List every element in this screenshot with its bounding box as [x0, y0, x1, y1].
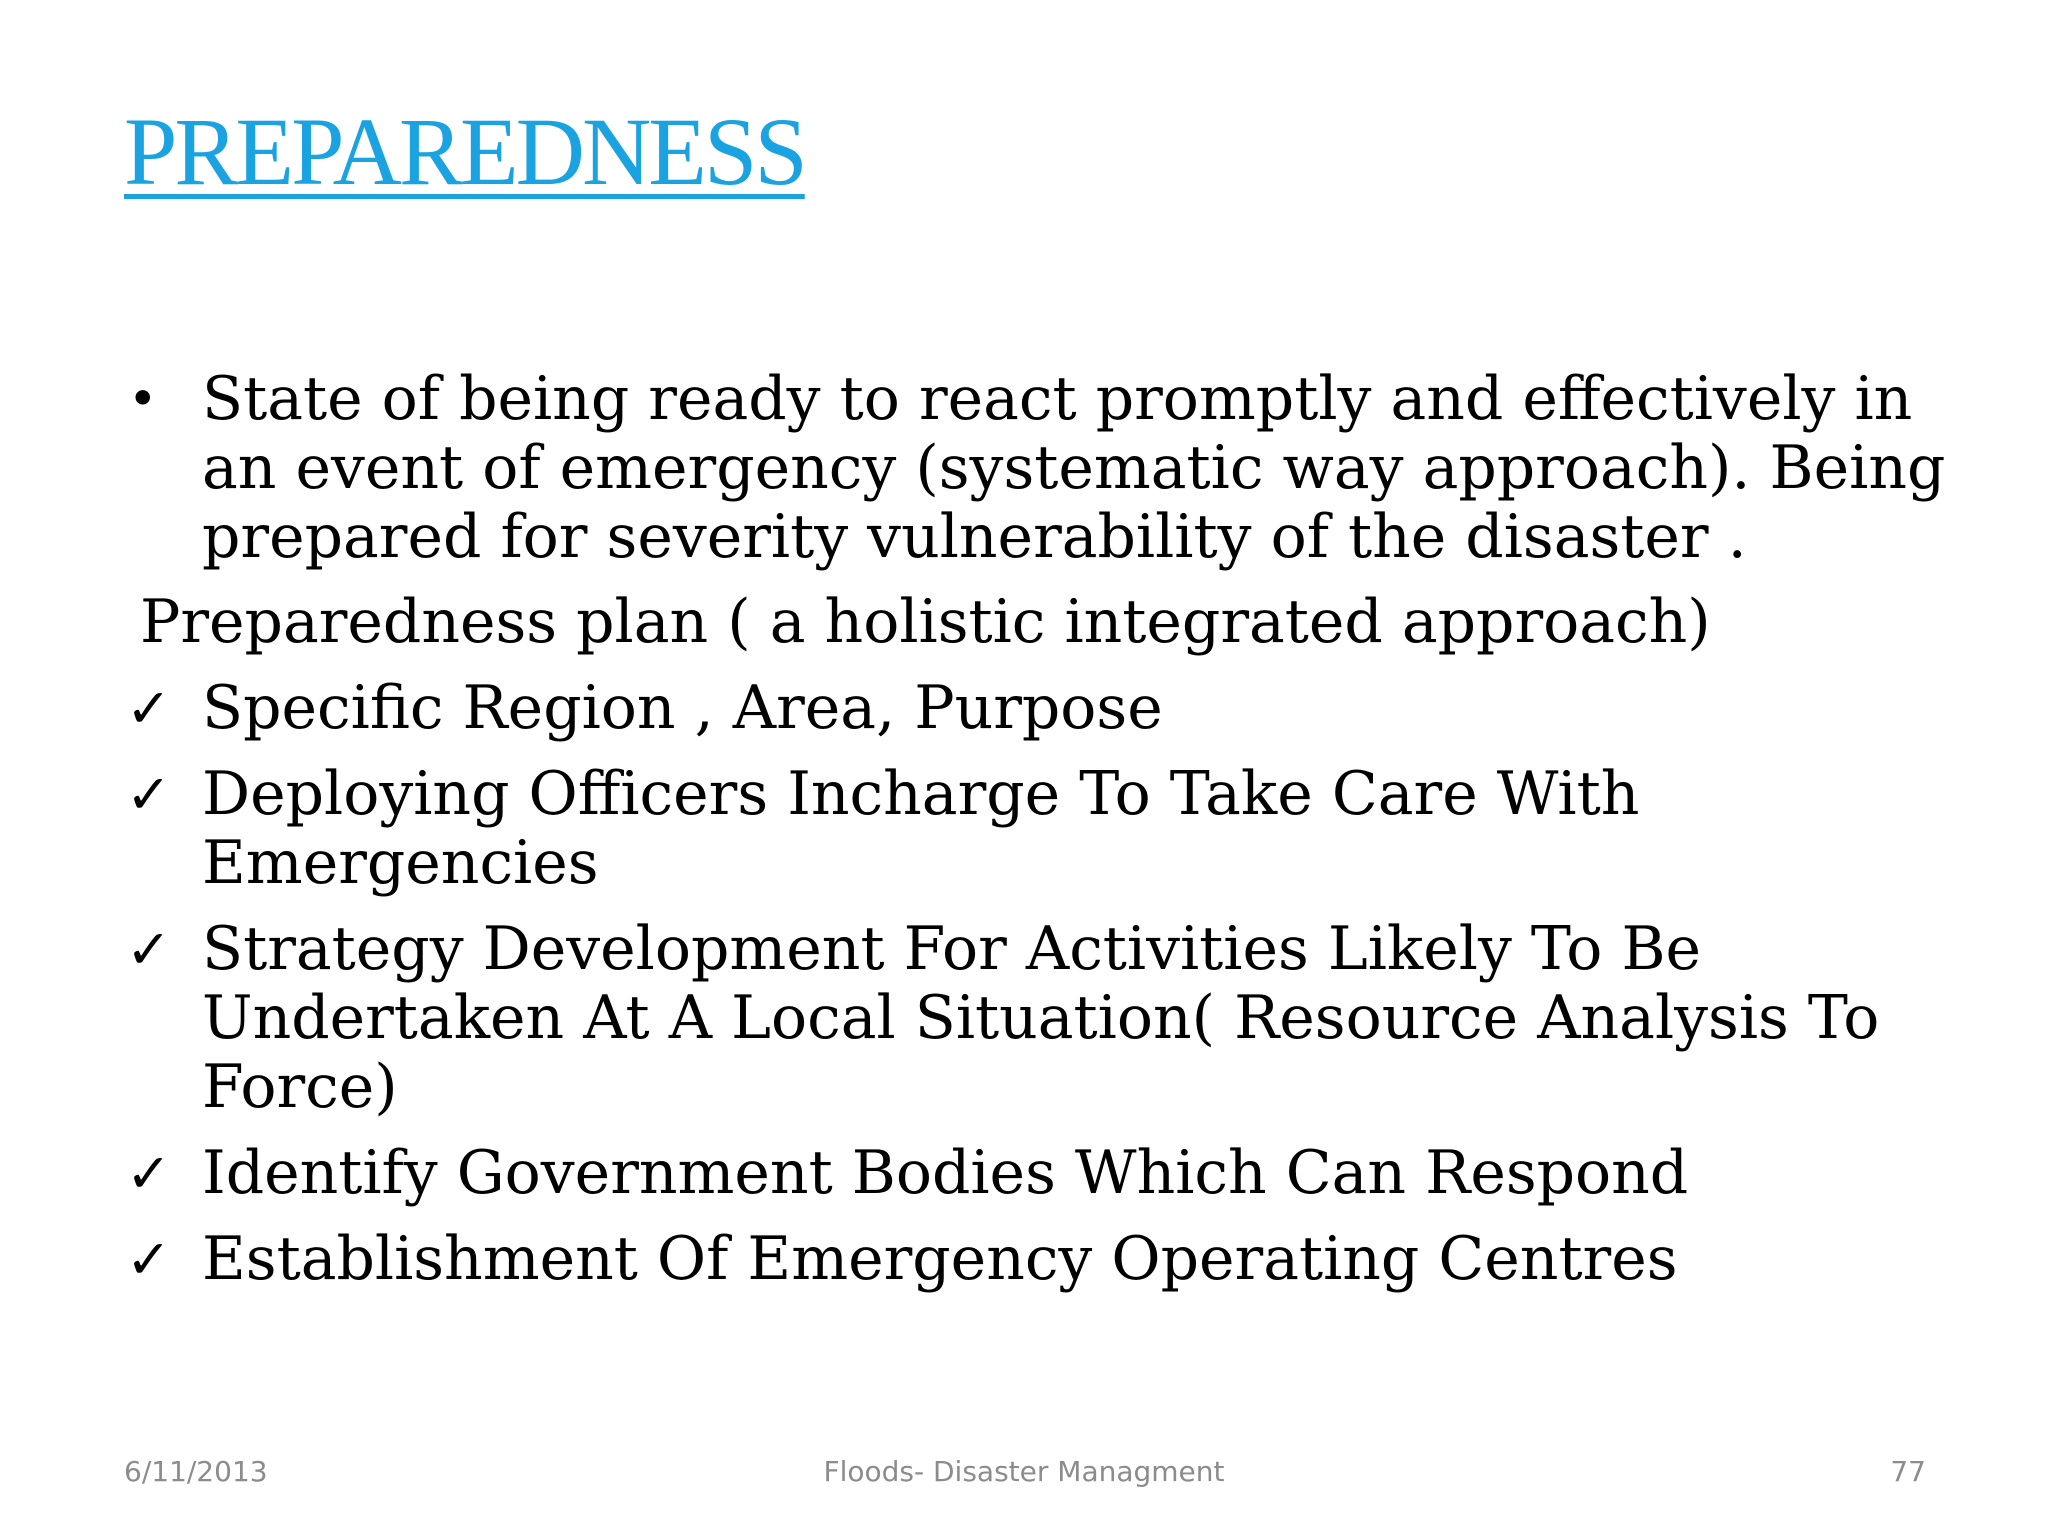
check-mark-icon: ✓ [126, 677, 172, 740]
check-mark-icon: ✓ [126, 1228, 172, 1291]
checklist-item [124, 1139, 1954, 1208]
checklist-item-text: Strategy Development For Activities Likely To Be Undertaken At A Local Situation( Resource Analysis To Force) [202, 914, 1880, 1122]
checklist-item-text: Deploying Officers Incharge To Take Care With Emergencies [202, 759, 1640, 898]
slide-title: PREPAREDNESS [124, 98, 805, 205]
checklist-item [124, 1225, 1954, 1294]
bullet-dot-icon: • [128, 370, 158, 428]
check-mark-icon: ✓ [126, 918, 172, 981]
checklist-item [124, 760, 1954, 898]
footer-page-number: 77 [1890, 1455, 1926, 1488]
bullet-item [124, 365, 1954, 572]
footer-title: Floods- Disaster Managment [823, 1455, 1225, 1488]
checklist-item-text: Specific Region , Area, Purpose [202, 673, 1163, 743]
check-mark-icon: ✓ [126, 1142, 172, 1205]
checklist-item [124, 915, 1954, 1122]
checklist-item-text: Identify Government Bodies Which Can Respond [202, 1138, 1689, 1208]
checklist-item-text: Establishment Of Emergency Operating Centres [202, 1224, 1678, 1294]
bullet-text: State of being ready to react promptly and effectively in an event of emergency (systematic way approach). Being prepared for severity vulnerability of the disaster . [202, 364, 1946, 572]
check-mark-icon: ✓ [126, 763, 172, 826]
slide-content [124, 365, 1954, 1311]
checklist-item [124, 674, 1954, 743]
plan-heading: Preparedness plan ( a holistic integrated approach) [140, 587, 1711, 657]
footer-date: 6/11/2013 [124, 1455, 268, 1488]
